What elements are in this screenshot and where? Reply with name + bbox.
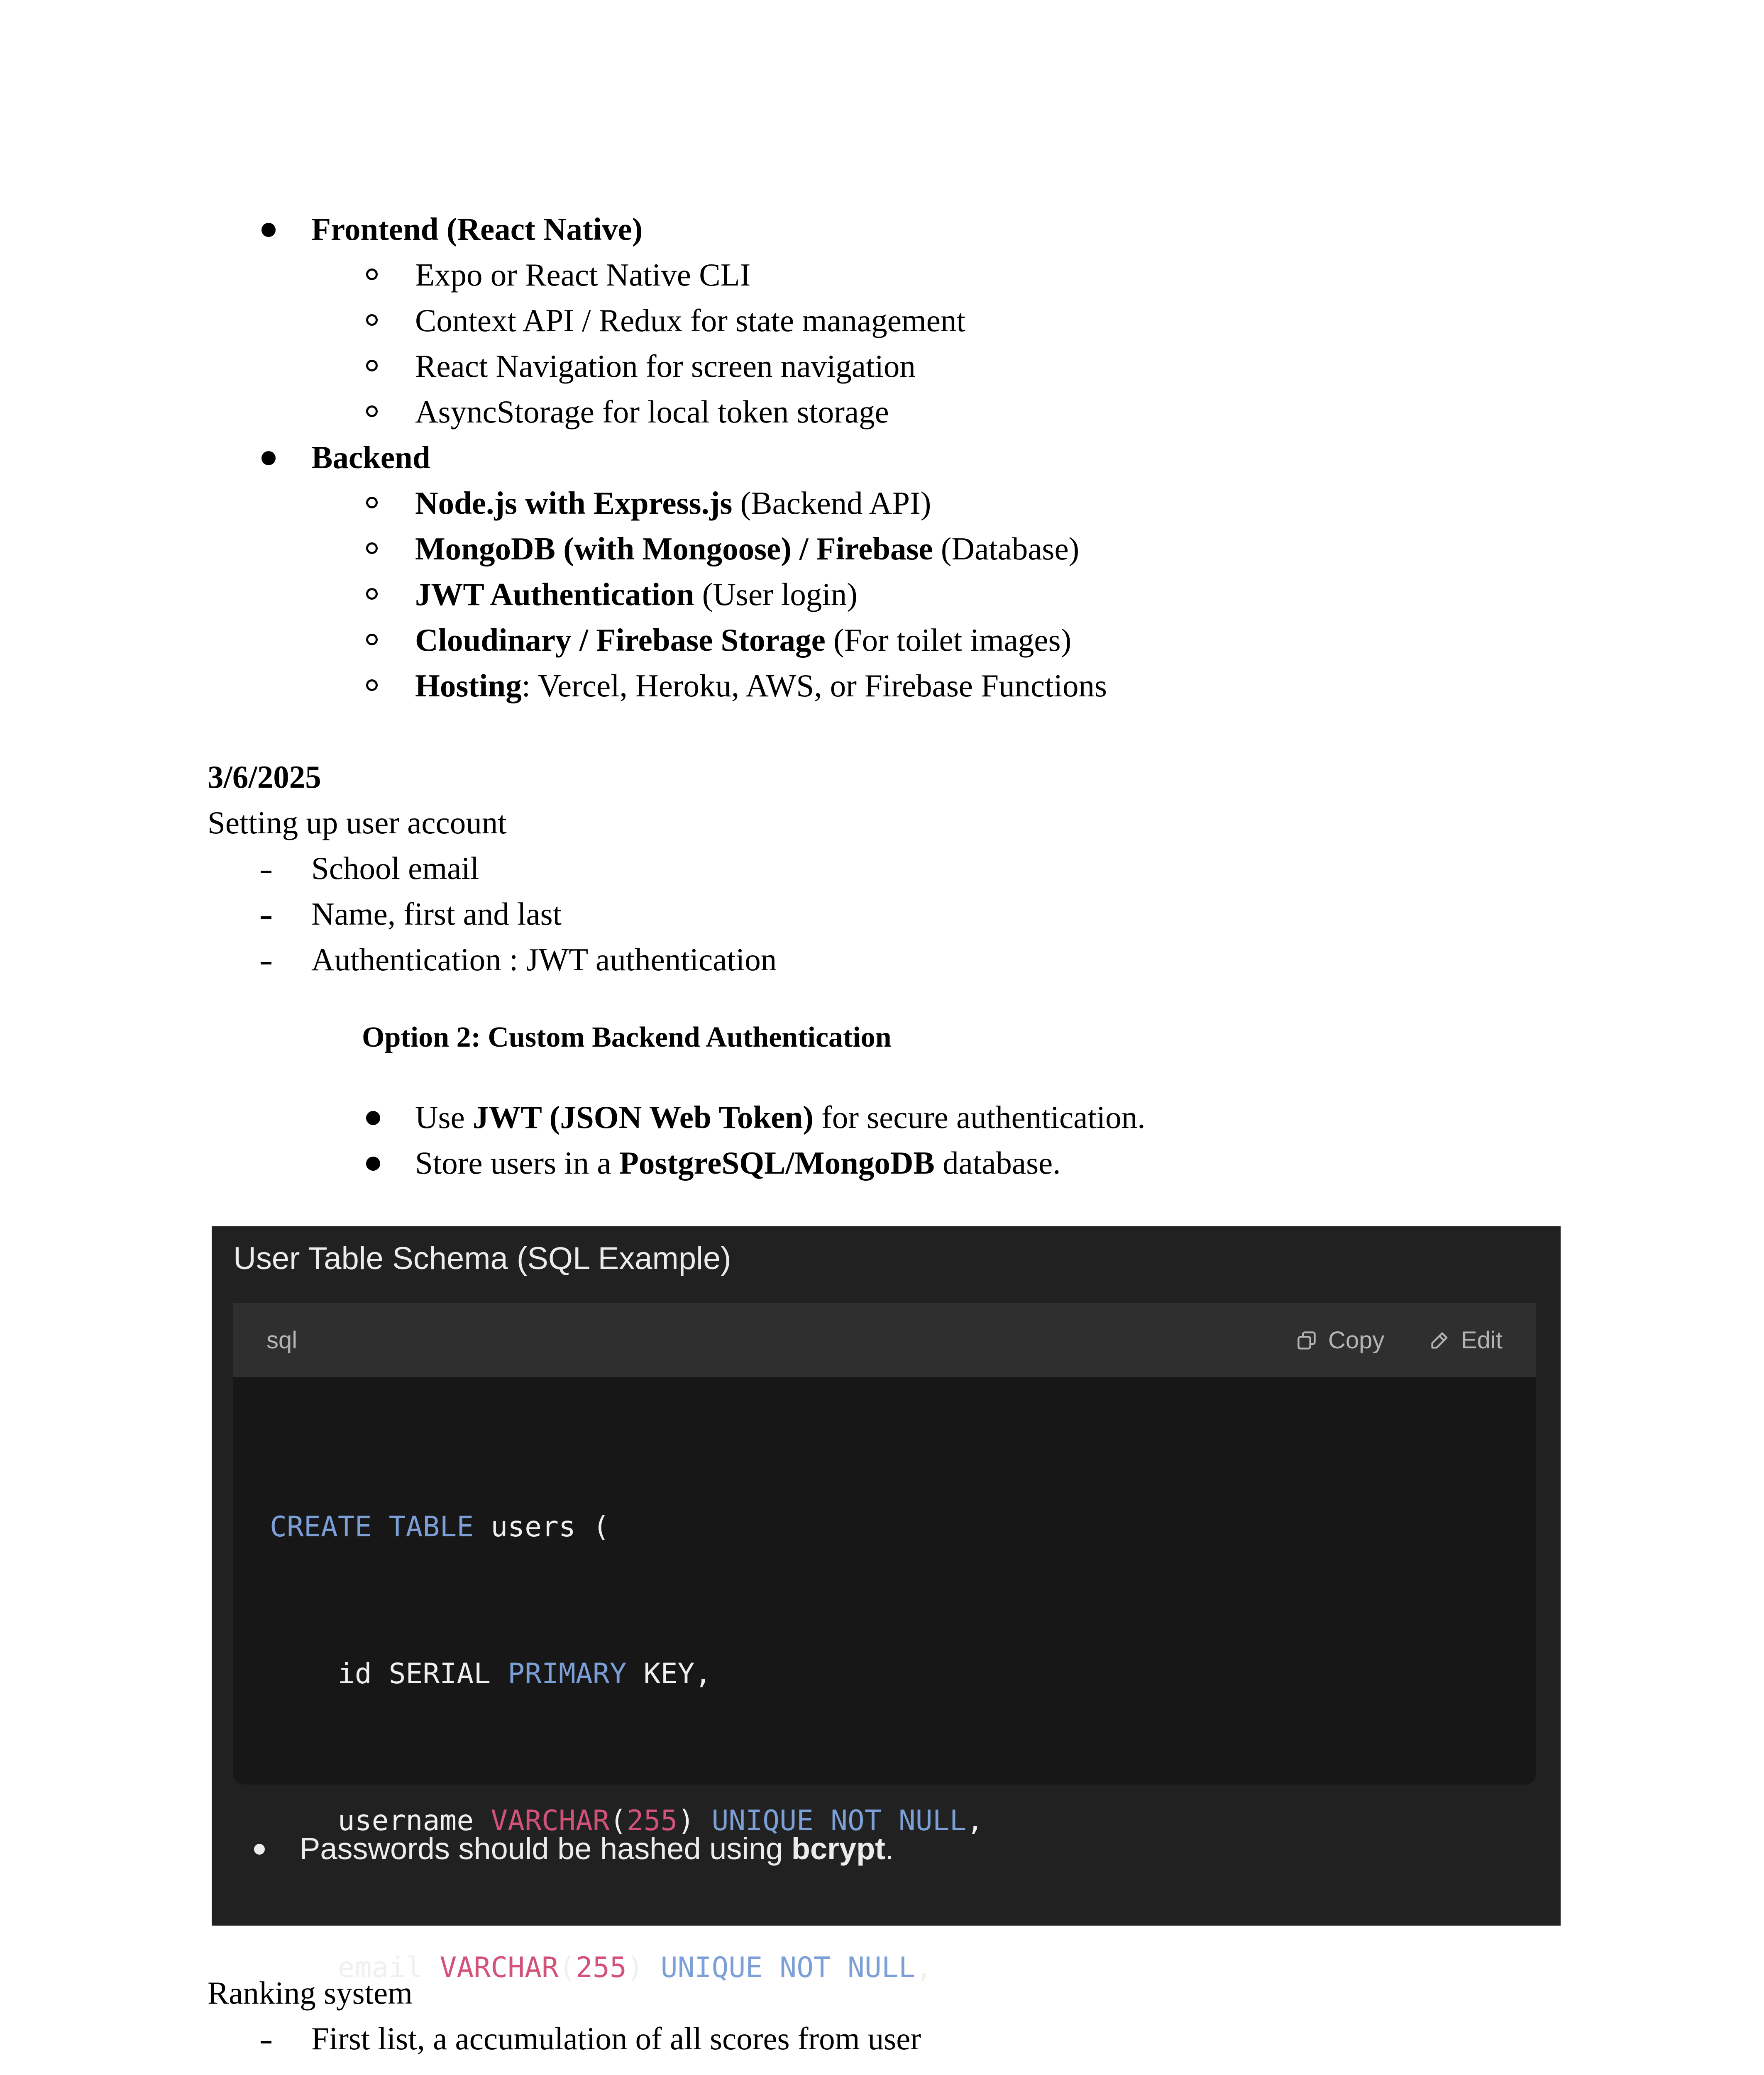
code-line: id SERIAL PRIMARY KEY,: [270, 1658, 712, 1690]
code-line: CREATE TABLE users (: [270, 1511, 610, 1543]
screenshot-title: User Table Schema (SQL Example): [233, 1241, 731, 1276]
backend-item: MongoDB (with Mongoose) / Firebase (Database): [415, 531, 1080, 566]
frontend-item: Context API / Redux for state management: [415, 303, 965, 338]
entry-item: Authentication : JWT authentication: [311, 942, 777, 977]
bullet-dot: [366, 1111, 380, 1125]
entry-date: 3/6/2025: [208, 759, 321, 795]
backend-item: Hosting: Vercel, Heroku, AWS, or Firebase Functions: [415, 668, 1107, 703]
bullet-circle: [366, 405, 378, 417]
edit-label: Edit: [1461, 1327, 1503, 1354]
copy-button[interactable]: [1296, 1324, 1391, 1357]
edit-button[interactable]: [1429, 1324, 1512, 1357]
bullet-circle: [366, 269, 378, 280]
ranking-item: First list, a accumulation of all scores from user: [311, 2021, 921, 2056]
bullet-dot: [261, 223, 276, 237]
entry-item: Name, first and last: [311, 896, 562, 932]
backend-item: Node.js with Express.js (Backend API): [415, 485, 931, 521]
option-item: Use JWT (JSON Web Token) for secure authentication.: [415, 1099, 1146, 1135]
frontend-heading: Frontend (React Native): [311, 211, 643, 247]
copy-icon: [1296, 1330, 1317, 1351]
ranking-heading: Ranking system: [208, 1975, 413, 2011]
frontend-item: Expo or React Native CLI: [415, 257, 751, 293]
bullet-dash: [261, 871, 271, 873]
copy-label: Copy: [1328, 1327, 1385, 1354]
option-heading: Option 2: Custom Backend Authentication: [362, 1021, 892, 1053]
frontend-item: React Navigation for screen navigation: [415, 348, 916, 384]
bullet-circle: [366, 360, 378, 371]
code-block-header: [233, 1303, 1536, 1377]
bullet-circle: [366, 679, 378, 691]
code-line: email VARCHAR(255) UNIQUE NOT NULL,: [270, 1951, 933, 1984]
bullet-dot: [366, 1157, 380, 1171]
bullet-circle: [366, 588, 378, 600]
option-item: Store users in a PostgreSQL/MongoDB database.: [415, 1145, 1061, 1181]
code-line: username VARCHAR(255) UNIQUE NOT NULL,: [270, 1804, 984, 1837]
bullet-dot: [261, 451, 276, 465]
bullet-circle: [366, 634, 378, 645]
embedded-screenshot: User Table Schema (SQL Example) sql Copy Edit CREATE TABLE users ( id SERIAL PRIMARY KEY, username VARCHAR(255) UNIQUE NOT NULL, email VARCHAR(255) UNIQUE NOT NULL, Passwords should be hashed using bcrypt.: [212, 1226, 1561, 1926]
backend-item: Cloudinary / Firebase Storage (For toilet images): [415, 622, 1072, 658]
bullet-dash: [261, 2041, 271, 2043]
bullet-circle: [366, 497, 378, 508]
entry-intro: Setting up user account: [208, 805, 507, 840]
entry-item: School email: [311, 850, 479, 886]
backend-heading: Backend: [311, 439, 430, 475]
backend-item: JWT Authentication (User login): [415, 576, 858, 612]
bullet-circle: [366, 542, 378, 554]
bullet-dot: [254, 1844, 265, 1855]
code-block: [233, 1303, 1536, 1984]
edit-icon: [1429, 1330, 1450, 1351]
bullet-dash: [261, 916, 271, 919]
bullet-circle: [366, 314, 378, 326]
code-language-label: sql: [266, 1327, 298, 1354]
frontend-item: AsyncStorage for local token storage: [415, 394, 889, 430]
bullet-dash: [261, 962, 271, 964]
